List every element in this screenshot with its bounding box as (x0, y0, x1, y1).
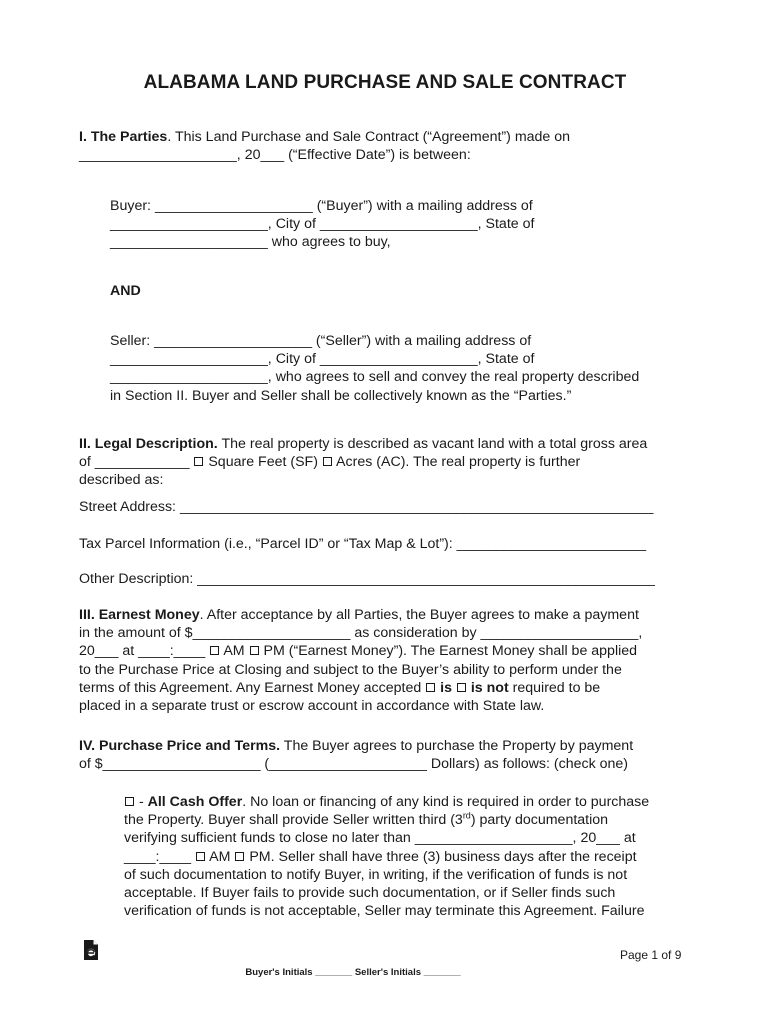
cash-text: ____:____ (124, 848, 196, 865)
earnest-text: in the amount of $____________________ as consideration by ____________________, (79, 625, 643, 642)
purchase-text: The Buyer agrees to purchase the Property by payment (280, 738, 634, 754)
earnest-text: to the Purchase Price at Closing and subject to the Buyer’s ability to perform under the (79, 661, 622, 678)
legal-text: described as: (79, 472, 164, 489)
document-e-icon (83, 939, 99, 961)
cash-offer-checkbox[interactable] (125, 797, 134, 806)
cash-pm-checkbox[interactable] (235, 852, 244, 861)
earnest-text: PM (“Earnest Money”). The Earnest Money shall be applied (259, 643, 638, 660)
cash-text: ) party documentation (470, 812, 609, 829)
earnest-am-checkbox[interactable] (210, 646, 219, 655)
cash-text: AM (206, 848, 235, 865)
cash-text: of such documentation to notify Buyer, in writing, if the verification of funds is not (124, 866, 628, 883)
tax-parcel-field[interactable]: Tax Parcel Information (i.e., “Parcel ID” or “Tax Map & Lot”): ________________________ (79, 536, 647, 552)
earnest-text: . After acceptance by all Parties, the Buyer agrees to make a payment (199, 607, 639, 623)
seller-line: Seller: ____________________ (“Seller”) with a mailing address of (110, 333, 532, 349)
seller-block (110, 332, 690, 405)
parties-section (79, 128, 691, 164)
buyer-block (110, 197, 690, 252)
cash-text: verification of funds is not acceptable, Seller may terminate this Agreement. Failure (124, 903, 645, 920)
buyer-line: Buyer: ____________________ (“Buyer”) with a mailing address of (110, 198, 533, 214)
cash-text: . No loan or financing of any kind is required in order to purchase (242, 794, 650, 810)
seller-line: ____________________, City of ____________________, State of (110, 351, 535, 368)
buyer-line: ____________________ who agrees to buy, (110, 234, 391, 251)
earnest-text: placed in a separate trust or escrow account in accordance with State law. (79, 698, 545, 715)
earnest-text: 20___ at ____:____ (79, 643, 210, 660)
and-text: AND (110, 283, 141, 299)
acres-checkbox[interactable] (323, 457, 332, 466)
initials-line: Buyer's Initials _______ Seller's Initials _______ (245, 967, 461, 978)
earnest-section (79, 606, 691, 715)
earnest-text: required to be (508, 679, 601, 696)
seller-line: ____________________, who agrees to sell and convey the real property described (110, 369, 640, 386)
is-not-label: is not (466, 679, 509, 696)
buyer-line: ____________________, City of ____________________, State of (110, 216, 535, 233)
earnest-text: AM (220, 643, 249, 660)
earnest-pm-checkbox[interactable] (250, 646, 259, 655)
legal-heading: II. Legal Description. (79, 436, 218, 452)
other-description-field[interactable]: Other Description: __________________________________________________________ (79, 571, 655, 587)
escrow-is-checkbox[interactable] (426, 683, 435, 692)
cash-text: PM. Seller shall have three (3) business days after the receipt (245, 848, 637, 865)
legal-text: Acres (AC). The real property is further (332, 454, 581, 471)
seller-line: in Section II. Buyer and Seller shall be collectively known as the “Parties.” (110, 387, 572, 404)
square-feet-checkbox[interactable] (194, 457, 203, 466)
escrow-is-not-checkbox[interactable] (457, 683, 466, 692)
parties-text: . This Land Purchase and Sale Contract (“Agreement”) made on (167, 129, 571, 145)
cash-am-checkbox[interactable] (196, 852, 205, 861)
is-label: is (436, 679, 456, 696)
purchase-section (79, 737, 691, 773)
cash-text: the Property. Buyer shall provide Seller written third (3 (124, 812, 463, 829)
earnest-text: terms of this Agreement. Any Earnest Money accepted (79, 679, 426, 696)
cash-text-superscript: rd (462, 810, 471, 821)
and-label (110, 282, 690, 300)
legal-text: Square Feet (SF) (204, 454, 322, 471)
effective-date-line: ____________________, 20___ (“Effective Date”) is between: (79, 147, 471, 164)
page-number: Page 1 of 9 (620, 948, 682, 962)
document-title: ALABAMA LAND PURCHASE AND SALE CONTRACT (143, 72, 627, 93)
legal-text: The real property is described as vacant land with a total gross area (217, 436, 648, 452)
cash-text: verifying sufficient funds to close no later than ____________________, 20___ at (124, 830, 636, 847)
purchase-heading: IV. Purchase Price and Terms. (79, 738, 281, 754)
street-address-field[interactable]: Street Address: ____________________________________________________________ (79, 499, 654, 515)
cash-offer-heading: All Cash Offer (147, 794, 243, 810)
cash-text: acceptable. If Buyer fails to provide such documentation, or if Seller finds such (124, 885, 616, 902)
cash-text: - (135, 794, 148, 810)
earnest-heading: III. Earnest Money (79, 607, 200, 623)
legal-text: of ____________ (79, 454, 194, 471)
parties-heading: I. The Parties (79, 129, 168, 145)
cash-offer-block (124, 793, 690, 920)
purchase-text: of $____________________ (____________________ Dollars) as follows: (check one) (79, 756, 629, 773)
legal-section (79, 435, 691, 490)
